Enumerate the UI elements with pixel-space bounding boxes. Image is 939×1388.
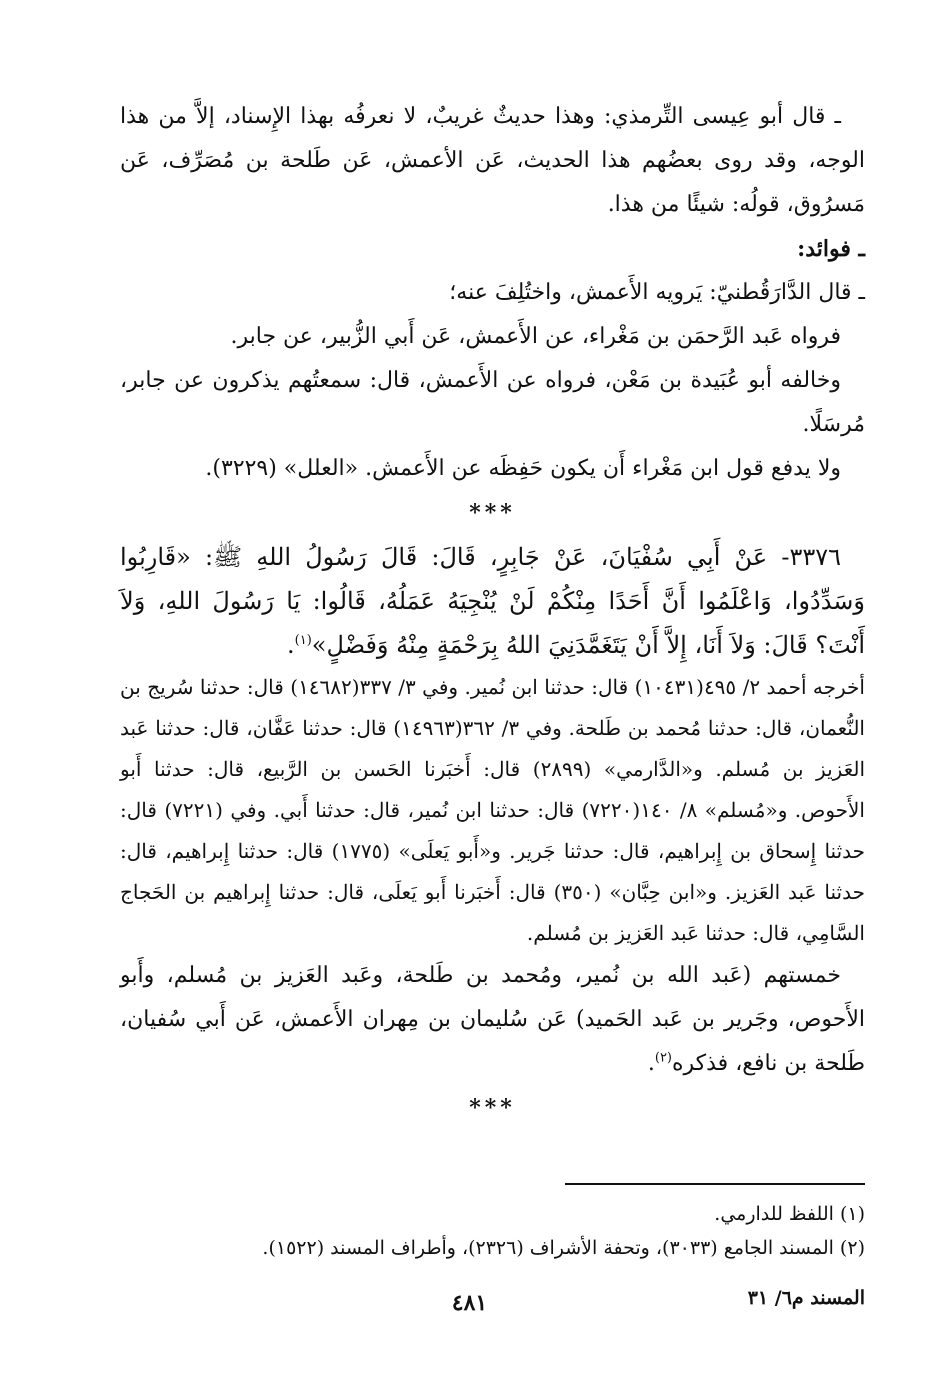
- footnote-ref-1: (١): [294, 633, 312, 648]
- isnad-summary-end: .: [647, 1051, 655, 1076]
- narration-paragraph-3: ولا يدفع قول ابن مَغْراء أَن يكون حَفِظَه عن الأَعمش. «العلل» (٣٢٢٩).: [205, 456, 841, 481]
- section-separator: ***: [469, 500, 516, 526]
- footnote-1: (١) اللفظ للدارمي.: [714, 1203, 865, 1225]
- page-body: [120, 95, 865, 1130]
- hadith-body: ٣٣٧٦- عَنْ أَبِي سُفْيَانَ، عَنْ جَابِرٍ، قَالَ: قَالَ رَسُولُ اللهِ ﷺ: «قَارِبُوا وَسَدِّدُوا، وَاعْلَمُوا أَنَّ أَحَدًا مِنْكُمْ لَنْ يُنْجِيَهُ عَمَلُهُ، قَالُوا: يَا رَسُولَ اللهِ، وَلاَ أَنْتَ؟ قَالَ: وَلاَ أَنَا، إِلاَّ أَنْ يَتَغَمَّدَنِيَ اللهُ بِرَحْمَةٍ مِنْهُ وَفَضْلٍ»: [120, 543, 865, 659]
- volume-signature: المسند م٦/ ٣١: [747, 1287, 865, 1309]
- footnote-ref-2: (٢): [654, 1050, 672, 1066]
- footnote-2: (٢) المسند الجامع (٣٠٣٣)، وتحفة الأشراف (٢٣٢٦)، وأطراف المسند (١٥٢٢).: [262, 1237, 865, 1259]
- narration-paragraph-2: وخالفه أبو عُبَيدة بن مَعْن، فرواه عن الأَعمش، قال: سمعتُهم يذكرون عن جابر، مُرسَلًا.: [120, 368, 865, 437]
- fawaid-heading: ـ فوائد:: [797, 236, 865, 262]
- footnotes: [120, 1197, 865, 1265]
- hadith-text: [120, 535, 865, 667]
- daraqutni-comment: ـ قال الدَّارَقُطنيّ: يَرويه الأَعمش، واختُلِفَ عنه؛: [449, 280, 865, 305]
- isnad-summary: [120, 954, 865, 1086]
- hadith-end: .: [286, 631, 295, 659]
- isnad-summary-text: خمستهم (عَبد الله بن نُمير، ومُحمد بن طَلحة، وعَبد العَزيز بن مُسلم، وأَبو الأَحوص، وجَرير بن عَبد الحَميد) عَن سُليمان بن مِهران الأَعمش، عَن أَبي سُفيان، طَلحة بن نافع، فذكره: [120, 963, 865, 1076]
- tirmidhi-comment: ـ قال أبو عِيسى التِّرمذي: وهذا حديثٌ غريبٌ، لا نعرفُه بهذا الإِسناد، إلاَّ من هذا الوجه، وقد روى بعضُهم هذا الحديث، عَن الأعمش، عَن طَلحة بن مُصَرِّف، عَن مَسرُوق، قولُه: شيئًا من هذا.: [120, 104, 865, 217]
- narration-paragraph-1: فرواه عَبد الرَّحمَن بن مَغْراء، عن الأَعمش، عَن أَبي الزُّبير، عن جابر.: [230, 324, 841, 349]
- section-separator-end: ***: [469, 1095, 516, 1121]
- takhrij-paragraph: أخرجه أحمد ٢/ ٤٩٥(١٠٤٣١) قال: حدثنا ابن نُمير. وفي ٣/ ٣٣٧(١٤٦٨٢) قال: حدثنا سُريج بن النُّعمان، قال: حدثنا مُحمد بن طَلحة. وفي ٣/ ٣٦٢(١٤٩٦٣) قال: حدثنا عَفَّان، قال: حدثنا عَبد العَزيز بن مُسلم. و«الدَّارمي» (٢٨٩٩) قال: أَخبَرنا الحَسن بن الرَّبيع، قال: حدثنا أَبو الأَحوص. و«مُسلم» ٨/ ١٤٠(٧٢٢٠) قال: حدثنا ابن نُمير، قال: حدثنا أَبي. وفي (٧٢٢١) قال: حدثنا إِسحاق بن إِبراهيم، قال: حدثنا جَرير. و«أَبو يَعلَى» (١٧٧٥) قال: حدثنا إِبراهيم، قال: حدثنا عَبد العَزيز. و«ابن حِبَّان» (٣٥٠) قال: أَخبَرنا أَبو يَعلَى، قال: حدثنا إِبراهيم بن الحَجاج السَّامِي، قال: حدثنا عَبد العَزيز بن مُسلم.: [120, 675, 865, 945]
- footnote-divider: [565, 1183, 865, 1185]
- page-number: ٤٨١: [451, 1290, 488, 1316]
